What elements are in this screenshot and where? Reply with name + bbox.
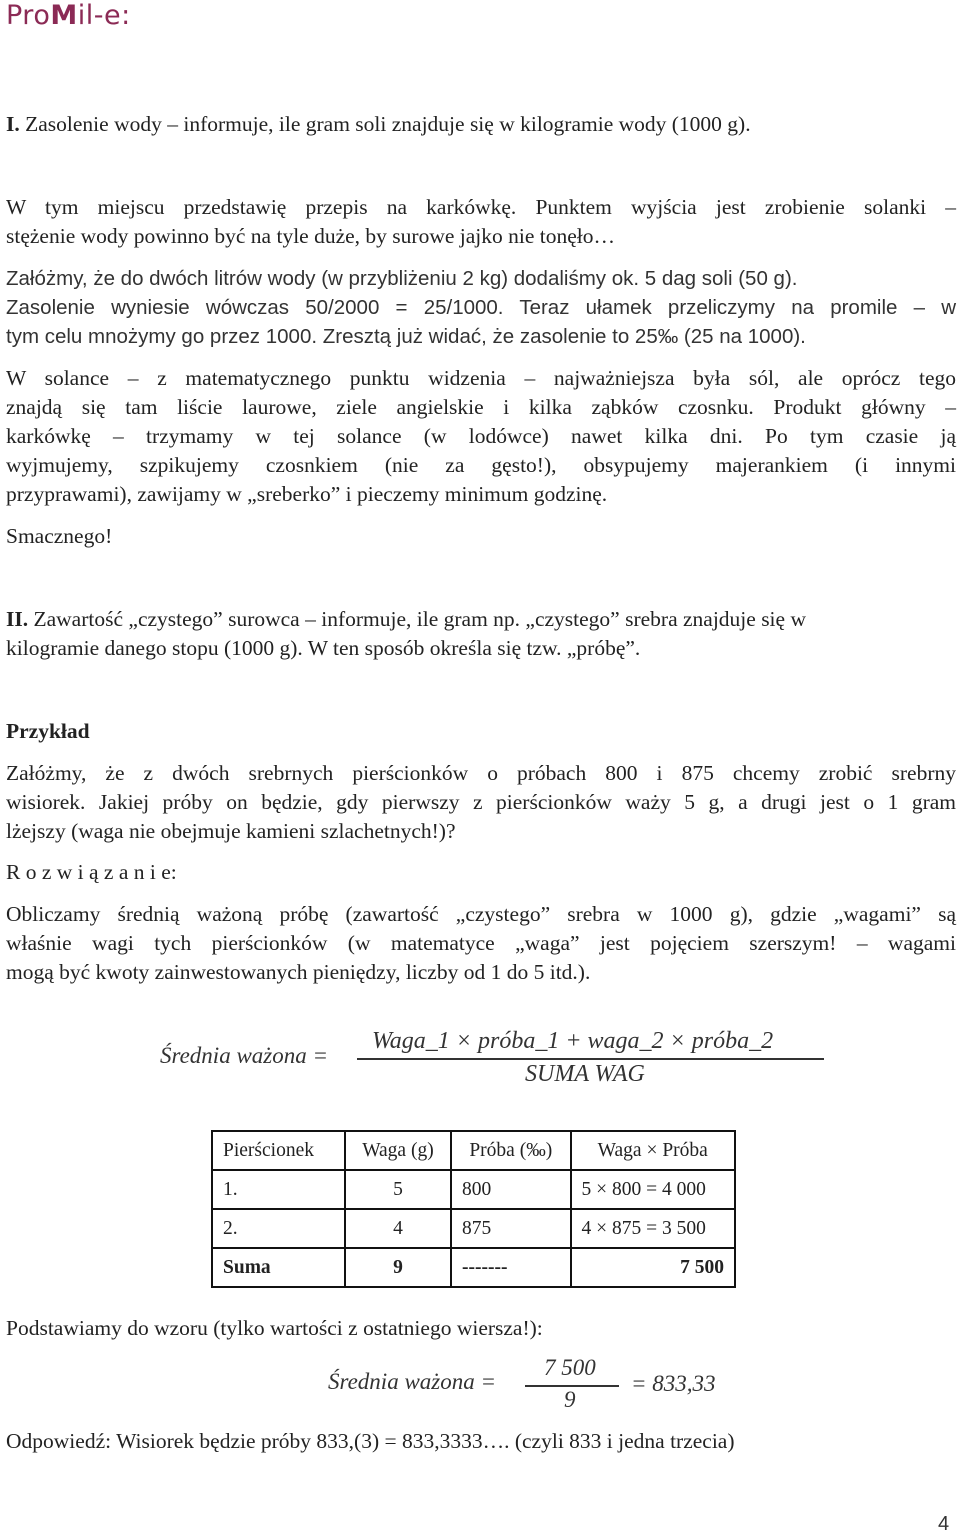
weighted-mean-denominator: SUMA WAG <box>525 1061 645 1087</box>
table-row <box>212 1170 735 1209</box>
weighted-mean-numerator-2: 7 500 <box>544 1355 596 1380</box>
table-cell: 1. <box>212 1170 345 1209</box>
page-number: 4 <box>938 1513 950 1535</box>
recipe-paragraph-line: przyprawami), zawijamy w „sreberko” i pieczemy minimum godzinę. <box>6 482 608 506</box>
table-cell: 2. <box>212 1209 345 1248</box>
logo-suffix: il-e: <box>77 0 131 31</box>
table-cell: 875 <box>451 1209 571 1248</box>
section-1-number: I. <box>6 112 20 136</box>
recipe-intro-line: stężenie wody powinno być na tyle duże, by surowe jajko nie tonęło… <box>6 224 616 248</box>
fraction-bar <box>357 1058 824 1060</box>
table-cell: 5 × 800 = 4 000 <box>571 1170 735 1209</box>
weighted-mean-lhs: Średnia ważona = <box>160 1043 329 1068</box>
recipe-paragraph-line: wyjmujemy, szpikujemy czosnkiem (nie za gęsto!), obsypujemy majerankiem (i innymi <box>6 453 956 477</box>
logo-prefix: Pro <box>6 0 51 31</box>
recipe-paragraph-line: W solance – z matematycznego punktu widzenia – najważniejsza była sól, ale oprócz tego <box>6 366 956 390</box>
section-2-line: kilogramie danego stopu (1000 g). W ten sposób określa się tzw. „próbę”. <box>6 636 641 660</box>
table-total-cell: ------- <box>451 1248 571 1287</box>
table-cell: 4 × 875 = 3 500 <box>571 1209 735 1248</box>
salinity-calc-line: Załóżmy, że do dwóch litrów wody (w przybliżeniu 2 kg) dodaliśmy ok. 5 dag soli (50 g). <box>6 267 798 290</box>
table-header-cell: Waga × Próba <box>571 1131 735 1170</box>
explanation-line: właśnie wagi tych pierścionków (w matematyce „waga” jest pojęciem szerszym! – wagami <box>6 931 956 955</box>
table-header-row <box>212 1131 735 1170</box>
weighted-mean-denominator-2: 9 <box>564 1387 576 1412</box>
table-total-cell: 7 500 <box>571 1248 735 1287</box>
solution-label: R o z w i ą z a n i e: <box>6 860 177 884</box>
table-total-cell: 9 <box>345 1248 451 1287</box>
table-header-cell: Pierścionek <box>212 1131 345 1170</box>
problem-line: lżejszy (waga nie obejmuje kamieni szlachetnych!)? <box>6 819 456 843</box>
table-cell: 4 <box>345 1209 451 1248</box>
table-header-cell: Próba (‰) <box>451 1131 571 1170</box>
table-cell: 5 <box>345 1170 451 1209</box>
table-total-cell: Suma <box>212 1248 345 1287</box>
section-2-number: II. <box>6 607 29 631</box>
problem-line: wisiorek. Jakiej próby on będzie, gdy pierwszy z pierścionków waży 5 g, a drugi jest o 1 gram <box>6 790 956 814</box>
table-total-row <box>212 1248 735 1287</box>
logo-bold: M <box>50 0 78 31</box>
rings-table <box>211 1130 736 1288</box>
recipe-intro-line: W tym miejscu przedstawię przepis na karkówkę. Punktem wyjścia jest zrobienie solanki – <box>6 195 956 219</box>
table-header-cell: Waga (g) <box>345 1131 451 1170</box>
recipe-paragraph-line: znajdą się tam liście laurowe, ziele angielskie i kilka ząbków czosnku. Produkt główny – <box>6 395 956 419</box>
explanation-line: Obliczamy średnią ważoną próbę (zawartość „czystego” srebra w 1000 g), gdzie „wagami” są <box>6 902 956 926</box>
answer-text: Odpowiedź: Wisiorek będzie próby 833,(3) = 833,3333…. (czyli 833 i jedna trzecia) <box>6 1429 735 1453</box>
section-1-title <box>6 110 956 139</box>
closing-text: Smacznego! <box>6 524 113 548</box>
salinity-calc-line: Zasolenie wyniesie wówczas 50/2000 = 25/1000. Teraz ułamek przeliczymy na promile – w <box>6 296 956 319</box>
section-2-line <box>6 605 956 634</box>
table-row <box>212 1209 735 1248</box>
example-heading: Przykład <box>6 719 90 743</box>
weighted-mean-numerator: Waga_1 × próba_1 + waga_2 × próba_2 <box>372 1028 774 1054</box>
problem-line: Załóżmy, że z dwóch srebrnych pierścionków o próbach 800 i 875 chcemy zrobić srebrny <box>6 761 956 785</box>
promil-logo <box>6 0 131 31</box>
salinity-calc-line: tym celu mnożymy go przez 1000. Zresztą już widać, że zasolenie to 25‰ (25 na 1000). <box>6 325 806 348</box>
section-2-title-text: Zawartość „czystego” surowca – informuje, ile gram np. „czystego” srebra znajduje się w <box>28 607 806 631</box>
explanation-line: mogą być kwoty zainwestowanych pieniędzy, liczby od 1 do 5 itd.). <box>6 960 591 984</box>
table-cell: 800 <box>451 1170 571 1209</box>
section-1-title-text: Zasolenie wody – informuje, ile gram soli znajduje się w kilogramie wody (1000 g). <box>19 112 751 136</box>
recipe-paragraph-line: karkówkę – trzymamy w tej solance (w lodówce) nawet kilka dni. Po tym czasie ją <box>6 424 956 448</box>
weighted-mean-lhs-2: Średnia ważona = <box>328 1369 497 1394</box>
substitution-text: Podstawiamy do wzoru (tylko wartości z ostatniego wiersza!): <box>6 1316 543 1340</box>
weighted-mean-result: = 833,33 <box>631 1371 716 1396</box>
